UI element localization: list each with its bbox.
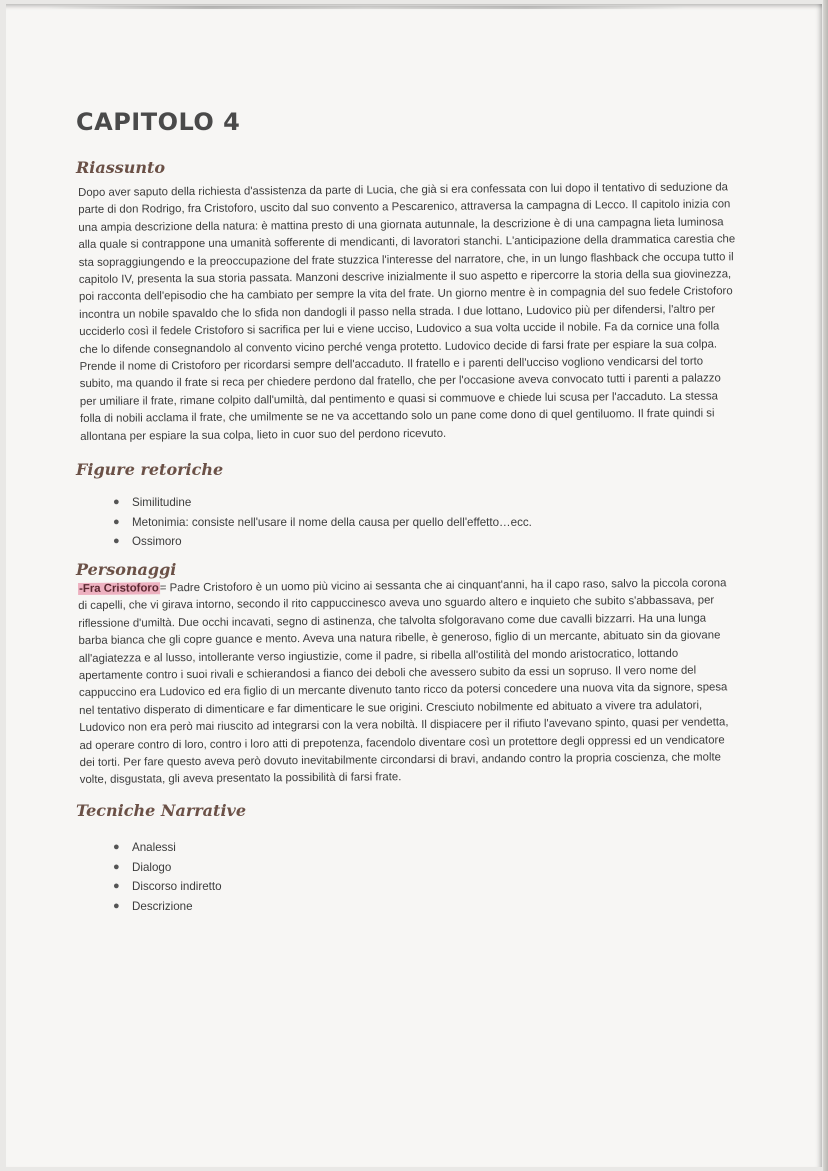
list-item-text: Ossimoro (132, 535, 182, 549)
list-item (76, 877, 736, 897)
tecniche-narrative-heading: Tecniche Narrative (76, 801, 246, 821)
list-item-text: Similitudine (132, 496, 192, 510)
list-item-text: Descrizione (132, 899, 193, 913)
bullet-icon: ● (113, 860, 120, 873)
scan-top-edge (46, 6, 686, 9)
list-item (76, 858, 736, 878)
scan-right-edge (823, 0, 828, 1171)
list-item-text: Discorso indiretto (132, 880, 222, 894)
section-personaggi (76, 560, 736, 790)
document-content (76, 108, 736, 916)
riassunto-text: Dopo aver saputo della richiesta d'assistenza da parte di Lucia, che già si era confessata con lui dopo il tentativo di seduzione da parte di don Rodrigo, fra Cristoforo, uscito dal suo convento a Pescarenico, attraversa la campagna di Lecco. Il capitolo inizia con una ampia descrizione della natura: è mattina presto di una giornata autunnale, la descrizione è di una campagna lieta luminosa alla quale si contrappone una umanità sofferente di mendicanti, di lavoratori stanchi. L'anticipazione della drammatica carestia che sta sopraggiungendo e la preoccupazione del frate stuzzica l'interesse del narratore, che, in un lungo flashback che occupa tutto il capitolo IV, presenta la sua storia passata. Manzoni descrive inizialmente il suo aspetto e ripercorre la storia della sua giovinezza, poi racconta dell'episodio che ha cambiato per sempre la vita del frate. Un giorno mentre è in compagnia del suo fedele Cristoforo incontra un nobile spavaldo che lo sfida non dandogli il passo nella strada. I due lottano, Ludovico più per difendersi, l'altro per ucciderlo così il fedele Cristoforo si sacrifica per lui e viene ucciso, Ludovico a sua volta uccide il nobile. Fa da cornice una folla che lo difende consegnandolo al convento vicino perché venga protetto. Ludovico decide di farsi frate per espiare la sua colpa. Prende il nome di Cristoforo per ricordarsi sempre dell'accaduto. Il fratello e i parenti dell'ucciso vogliono vendicarsi del torto subito, ma quando il frate si reca per chiedere perdono dal fratello, che per l'occasione aveva convocato tutti i parenti a palazzo per umiliare il frate, rimane colpito dall'umiltà, dal pentimento e quasi si commuove e chiede lui scusa per l'accaduto. La stessa folla di nobili acclama il frate, che umilmente se ne va accettando solo un pane come dono di quel gentiluomo. Il frate quindi si allontana per espiare la sua colpa, lieto in cuor suo del perdono ricevuto. (78, 181, 736, 443)
bullet-icon: ● (113, 880, 120, 893)
list-item-text: Dialogo (132, 860, 172, 874)
list-item (76, 532, 736, 552)
character-description: = Padre Cristoforo è un uomo più vicino ai sessanta che ai cinquant'anni, ha il capo raso, salvo la piccola corona di capelli, che vi girava intorno, secondo il rito cappuccinesco aveva uno sguardo altero e inquieto che subito s'abbassava, per riflessione d'umiltà. Due occhi incavati, segno di astinenza, che talvolta sfolgoravano come due cavalli bizzarri. Ha una lunga barba bianca che gli copre guance e mento. Aveva una natura ribelle, è generoso, figlio di un mercante, abituato sin da giovane all'agiatezza e al lusso, intollerante verso ingiustizie, come il padre, si ribella all'ostilità del mondo aristocratico, lottando apertamente contro i suoi rivali e schierandosi a fianco dei deboli che avessero subito da essi un sopruso. Il vero nome del cappuccino era Ludovico ed era figlio di un mercante divenuto tanto ricco da potersi concedere una nuova vita da signore, spesa nel tentativo disperato di dimenticare e far dimenticare le sue origini. Cresciuto nobilmente ed abituato a vivere tra adulatori, Ludovico non era però mai riuscito ad integrarsi con la vera nobiltà. Il dispiacere per il rifiuto l'avevano spinto, quasi per vendetta, ad operare contro di loro, contro i loro atti di prepotenza, facendolo diventare così un protettore degli oppressi ed un vendicatore dei torti. Per fare questo aveva però dovuto inevitabilmente circondarsi di bravi, andando contro la propria coscienza, che molte volte, disgustata, gli aveva presentato la possibilità di farsi frate. (78, 576, 729, 787)
list-item (76, 897, 736, 917)
list-item-text: Analessi (132, 841, 176, 855)
list-item-text: Metonimia: consiste nell'usare il nome della causa per quello dell'effetto…ecc. (132, 515, 532, 529)
personaggi-text (78, 575, 738, 790)
list-item (76, 493, 736, 513)
personaggi-heading: Personaggi (76, 559, 177, 579)
figure-retoriche-list (76, 493, 736, 552)
bullet-icon: ● (113, 535, 120, 548)
chapter-title: CAPITOLO 4 (76, 108, 241, 136)
section-riassunto (76, 158, 736, 446)
section-tecniche-narrative (76, 801, 736, 916)
tecniche-narrative-list (76, 838, 736, 916)
riassunto-heading: Riassunto (76, 158, 166, 177)
bullet-icon: ● (113, 841, 120, 854)
list-item (76, 838, 736, 858)
section-figure-retoriche (76, 460, 736, 552)
bullet-icon: ● (113, 899, 120, 912)
bullet-icon: ● (113, 515, 120, 528)
character-name-highlight: -Fra Cristoforo (79, 581, 159, 595)
bullet-icon: ● (113, 496, 120, 509)
list-item (76, 513, 736, 533)
figure-retoriche-heading: Figure retoriche (76, 460, 224, 480)
